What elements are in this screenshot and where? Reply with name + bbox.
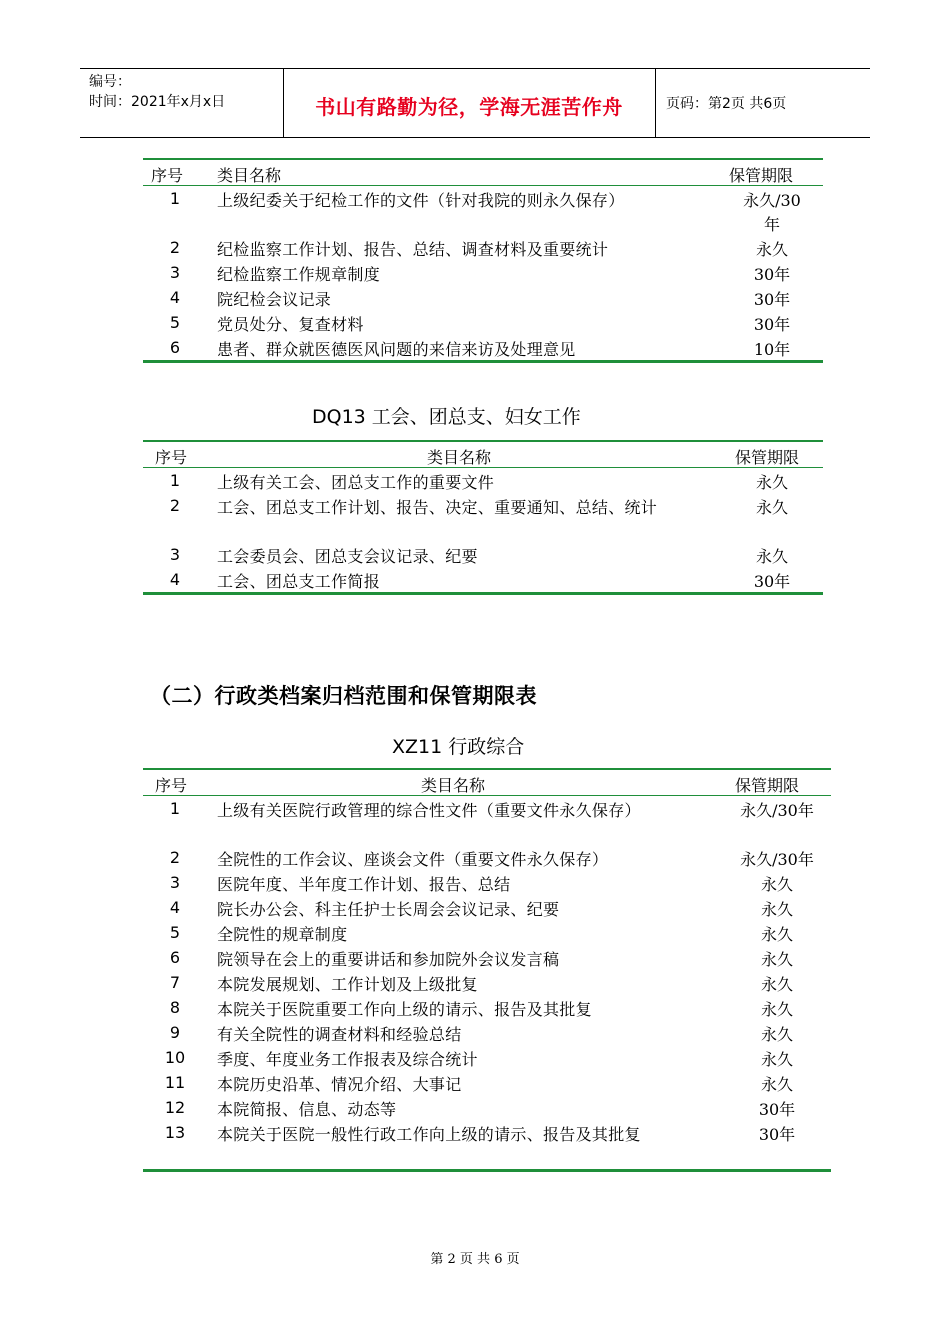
row-number: 10	[164, 1048, 186, 1067]
row-category-name: 上级纪委关于纪检工作的文件（针对我院的则永久保存）	[217, 191, 625, 210]
row-category-name: 纪检监察工作规章制度	[217, 265, 381, 284]
row-retention-period: 永久	[760, 875, 793, 894]
row-number: 5	[169, 313, 181, 332]
row-number: 3	[169, 873, 181, 892]
row-category-name: 本院历史沿革、情况介绍、大事记	[217, 1075, 462, 1094]
row-retention-period: 30年	[758, 1100, 796, 1119]
column-header-no: 序号	[155, 776, 188, 795]
row-category-name: 全院性的规章制度	[217, 925, 348, 944]
row-number: 1	[169, 799, 181, 818]
row-retention-period: 永久	[755, 473, 788, 492]
column-header-period: 保管期限	[729, 166, 794, 185]
row-category-name: 季度、年度业务工作报表及综合统计	[217, 1050, 478, 1069]
row-number: 6	[169, 338, 181, 357]
table-body	[143, 468, 823, 592]
table-row	[143, 542, 823, 567]
row-number: 1	[169, 189, 181, 208]
table-row	[143, 945, 831, 970]
document-number-label: 编号：	[89, 74, 131, 90]
table-row	[143, 970, 831, 995]
row-retention-period: 永久	[760, 1025, 793, 1044]
row-number: 13	[164, 1123, 186, 1142]
row-number: 5	[169, 923, 181, 942]
column-header-no: 序号	[155, 448, 188, 467]
row-retention-period: 永久	[755, 547, 788, 566]
union-work-table	[143, 440, 823, 595]
row-number: 2	[169, 848, 181, 867]
disciplinary-records-table	[143, 158, 823, 363]
section-heading: （二）行政类档案归档范围和保管期限表	[150, 684, 537, 708]
row-number: 11	[164, 1073, 186, 1092]
row-retention-period: 永久	[755, 240, 788, 259]
row-number: 6	[169, 948, 181, 967]
table-row	[143, 845, 831, 870]
header-page-number: 页码：第2页 共6页	[666, 96, 787, 112]
row-category-name: 工会、团总支工作简报	[217, 572, 381, 591]
row-category-name: 纪检监察工作计划、报告、总结、调查材料及重要统计	[217, 240, 609, 259]
row-number: 3	[169, 263, 181, 282]
row-retention-period: 永久	[760, 900, 793, 919]
row-category-name: 全院性的工作会议、座谈会文件（重要文件永久保存）	[217, 850, 609, 869]
table-header	[143, 160, 823, 186]
row-category-name: 院长办公会、科主任护士长周会会议记录、纪要	[217, 900, 560, 919]
table-body	[143, 186, 823, 360]
column-header-name: 类目名称	[217, 166, 282, 185]
row-retention-period: 永久	[760, 1050, 793, 1069]
row-retention-period: 永久	[760, 950, 793, 969]
column-header-period: 保管期限	[735, 448, 800, 467]
column-header-period: 保管期限	[735, 776, 800, 795]
dq13-title: DQ13 工会、团总支、妇女工作	[312, 406, 581, 428]
table-row	[143, 335, 823, 360]
row-number: 4	[169, 898, 181, 917]
table-header	[143, 442, 823, 468]
table-row	[143, 1120, 831, 1169]
table-row	[143, 870, 831, 895]
row-category-name: 党员处分、复查材料	[217, 315, 364, 334]
row-category-name: 工会、团总支工作计划、报告、决定、重要通知、总结、统计	[217, 498, 658, 517]
table-row	[143, 995, 831, 1020]
row-retention-period: 30年	[753, 572, 791, 591]
table-row	[143, 567, 823, 592]
row-category-name: 上级有关工会、团总支工作的重要文件	[217, 473, 495, 492]
row-category-name: 院纪检会议记录	[217, 290, 332, 309]
row-retention-period: 永久	[760, 1075, 793, 1094]
row-number: 9	[169, 1023, 181, 1042]
row-retention-period: 永久	[755, 498, 788, 517]
row-number: 4	[169, 570, 181, 589]
header-motto-cell	[283, 69, 656, 137]
page-footer: 第 2 页 共 6 页	[430, 1252, 520, 1267]
column-header-no: 序号	[151, 166, 184, 185]
row-retention-period: 30年	[753, 315, 791, 334]
table-row	[143, 920, 831, 945]
row-retention-period: 永久/30年	[740, 850, 814, 869]
administrative-general-table	[143, 768, 831, 1172]
row-category-name: 医院年度、半年度工作计划、报告、总结	[217, 875, 511, 894]
row-category-name: 本院关于医院一般性行政工作向上级的请示、报告及其批复	[217, 1125, 641, 1144]
page-header	[80, 68, 870, 138]
row-retention-period: 永久	[760, 975, 793, 994]
table-header	[143, 770, 831, 796]
row-number: 4	[169, 288, 181, 307]
table-body	[143, 796, 831, 1169]
table-row	[143, 1070, 831, 1095]
row-number: 2	[169, 238, 181, 257]
row-category-name: 本院简报、信息、动态等	[217, 1100, 397, 1119]
row-retention-period: 30年	[758, 1125, 796, 1144]
row-retention-period: 永久/30年	[740, 801, 814, 820]
row-category-name: 工会委员会、团总支会议记录、纪要	[217, 547, 478, 566]
header-page-cell	[656, 69, 870, 137]
document-time-label: 时间：2021年x月x日	[89, 94, 226, 110]
row-number: 2	[169, 496, 181, 515]
table-row	[143, 1020, 831, 1045]
header-meta	[80, 69, 284, 137]
row-retention-period: 10年	[753, 340, 791, 359]
row-retention-period: 永久	[760, 1000, 793, 1019]
table-row	[143, 895, 831, 920]
row-category-name: 患者、群众就医德医风问题的来信来访及处理意见	[217, 340, 576, 359]
row-number: 8	[169, 998, 181, 1017]
row-number: 12	[164, 1098, 186, 1117]
table-row	[143, 310, 823, 335]
row-number: 7	[169, 973, 181, 992]
row-retention-period: 30年	[753, 265, 791, 284]
row-category-name: 本院发展规划、工作计划及上级批复	[217, 975, 478, 994]
table-row	[143, 235, 823, 260]
row-category-name: 上级有关医院行政管理的综合性文件（重要文件永久保存）	[217, 801, 641, 820]
row-retention-period: 永久/30年	[743, 191, 801, 234]
row-number: 1	[169, 471, 181, 490]
table-row	[143, 260, 823, 285]
header-motto: 书山有路勤为径，学海无涯苦作舟	[315, 95, 623, 119]
table-row	[143, 1045, 831, 1070]
row-retention-period: 30年	[753, 290, 791, 309]
row-category-name: 本院关于医院重要工作向上级的请示、报告及其批复	[217, 1000, 592, 1019]
table-row	[143, 493, 823, 542]
table-row	[143, 285, 823, 310]
row-number: 3	[169, 545, 181, 564]
row-category-name: 院领导在会上的重要讲话和参加院外会议发言稿	[217, 950, 560, 969]
column-header-name: 类目名称	[421, 776, 486, 795]
table-row	[143, 796, 831, 845]
table-row	[143, 186, 823, 235]
table-row	[143, 468, 823, 493]
row-category-name: 有关全院性的调查材料和经验总结	[217, 1025, 462, 1044]
column-header-name: 类目名称	[427, 448, 492, 467]
row-retention-period: 永久	[760, 925, 793, 944]
table-row	[143, 1095, 831, 1120]
xz11-title: XZ11 行政综合	[392, 736, 525, 758]
